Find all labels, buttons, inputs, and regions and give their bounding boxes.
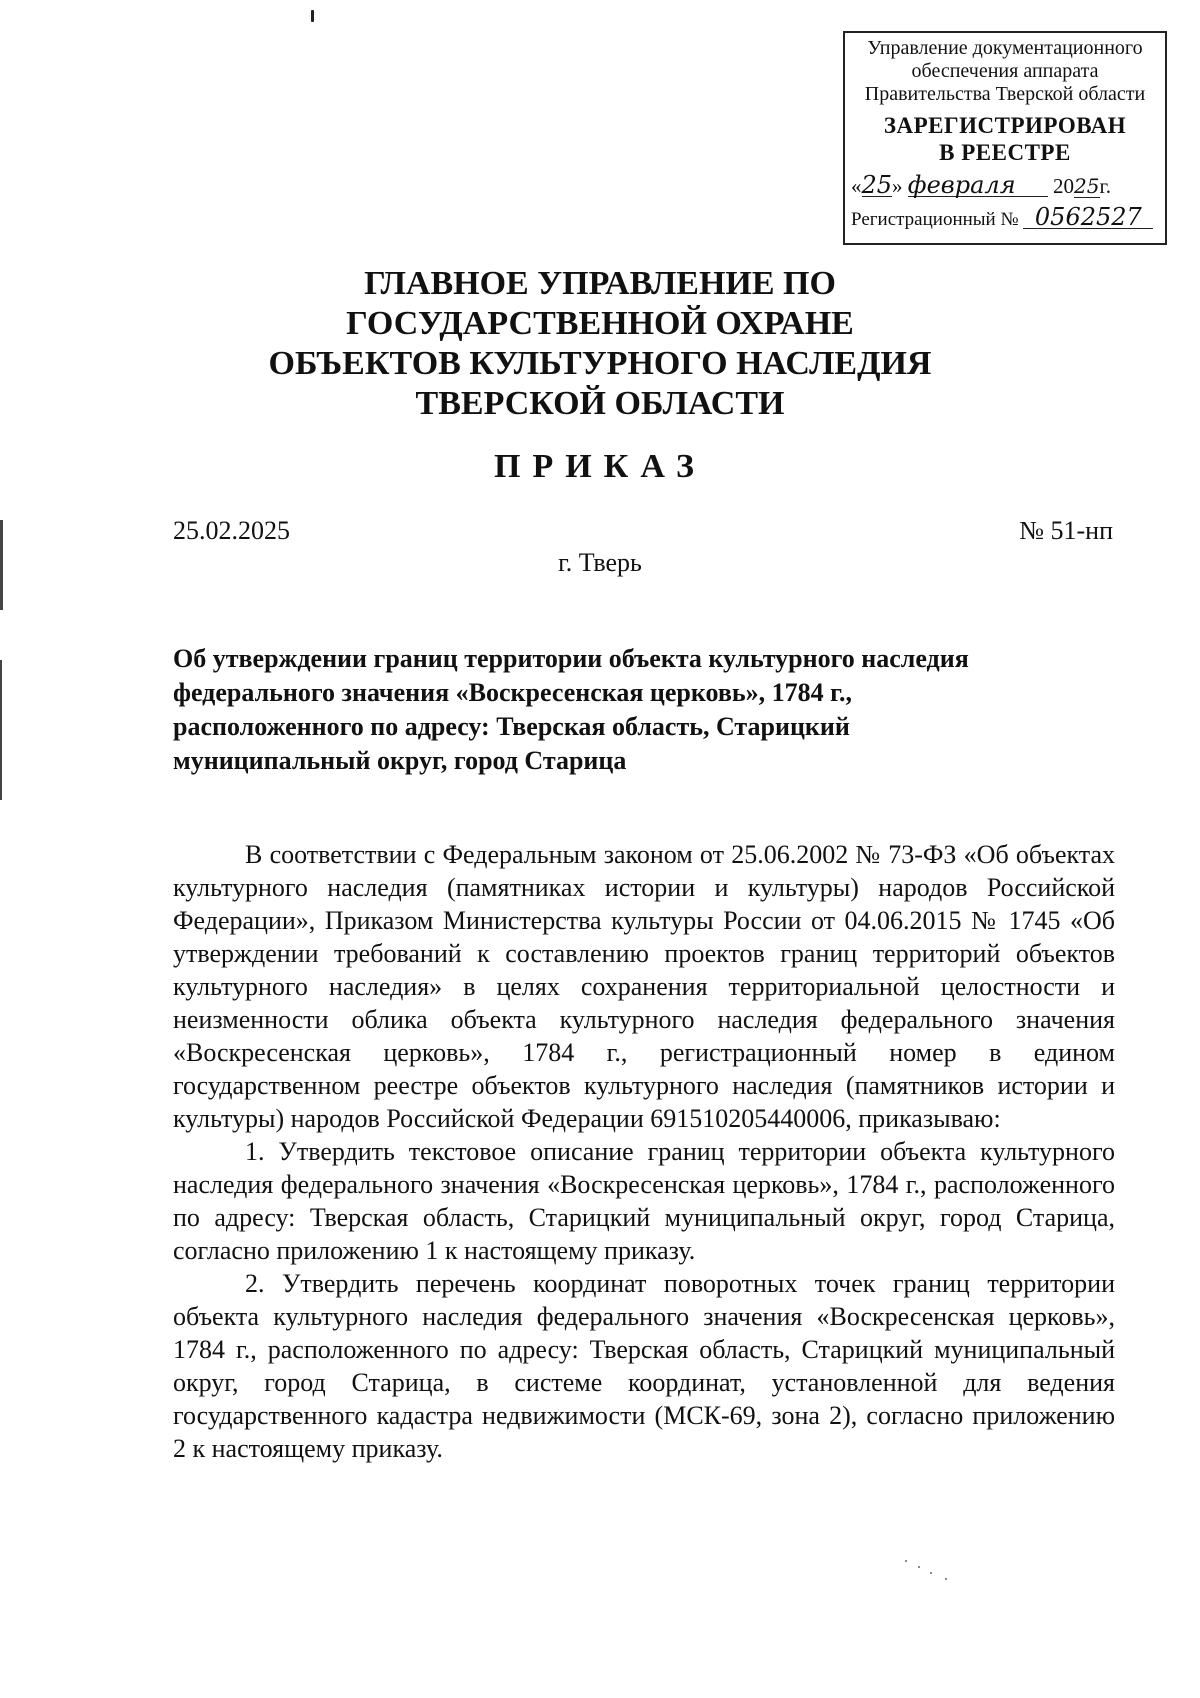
stamp-date-month: февраля: [908, 174, 1048, 197]
stamp-reg-label: Регистрационный №: [851, 209, 1019, 230]
organization-header: [200, 264, 1000, 424]
order-date: 25.02.2025: [173, 516, 290, 545]
stamp-reg-number: 0562527: [1023, 206, 1153, 229]
stamp-date-day: 25: [861, 171, 893, 199]
stamp-org-line: Правительства Тверской области: [864, 83, 1146, 105]
scan-speck: [905, 1560, 907, 1562]
organization-header-line: ОБЪЕКТОВ КУЛЬТУРНОГО НАСЛЕДИЯ: [268, 345, 932, 382]
stamp-date-year-suffix: 25: [1074, 174, 1100, 198]
order-subject-line: Об утверждении границ территории объекта культурного наследия: [173, 644, 969, 673]
order-subject-line: федерального значения «Воскресенская церковь», 1784 г.,: [173, 678, 853, 707]
stamp-date-year-unit: г.: [1099, 174, 1111, 198]
organization-header-line: ГОСУДАРСТВЕННОЙ ОХРАНЕ: [346, 305, 854, 342]
scan-speck: [945, 1578, 947, 1580]
order-number: № 51-нп: [1019, 516, 1113, 545]
body-preamble: В соответствии с Федеральным законом от 25.06.2002 № 73-ФЗ «Об объектах культурного наследия (памятниках истории и культуры) народов Российской Федерации», Приказом Министерства культуры России от 04.06.2015 № 1745 «Об утверждении требований к составлению проектов границ территорий объектов культурного наследия» в целях сохранения территориальной целостности и неизменности облика объекта культурного наследия федерального значения «Воскресенская церковь», 1784 г., регистрационный номер в едином государственном реестре объектов культурного наследия (памятников истории и культуры) народов Российской Федерации 691510205440006, приказываю:: [173, 840, 1115, 1133]
body-item: 2. Утвердить перечень координат поворотных точек границ территории объекта культурного наследия федерального значения «Воскресенская церковь», 1784 г., расположенного по адресу: Тверская область, Старицкий муниципальный округ, город Старица, в системе координат, установленной для ведения государственного кадастра недвижимости (МСК-69, зона 2), согласно приложению 2 к настоящему приказу.: [173, 1269, 1115, 1463]
registration-stamp: [843, 31, 1167, 245]
stamp-date-quote: «: [851, 174, 862, 198]
stamp-registered-line: В РЕЕСТРЕ: [939, 140, 1071, 165]
scan-speck: [930, 1572, 932, 1574]
order-subject-line: расположенного по адресу: Тверская область, Старицкий: [173, 712, 850, 741]
body-item: 1. Утвердить текстовое описание границ территории объекта культурного наследия федерального значения «Воскресенская церковь», 1784 г., расположенного по адресу: Тверская область, Старицкий муниципальный округ, город Старица, согласно приложению 1 к настоящему приказу.: [173, 1137, 1115, 1265]
scan-speck: [918, 1566, 920, 1568]
order-subject-line: муниципальный округ, город Старица: [173, 746, 627, 775]
order-body: [173, 838, 1115, 1465]
stamp-date-quote: »: [892, 174, 903, 198]
scan-edge-mark: [0, 520, 3, 610]
stamp-registered-line: ЗАРЕГИСТРИРОВАН: [883, 113, 1127, 138]
organization-header-line: ТВЕРСКОЙ ОБЛАСТИ: [415, 385, 785, 422]
order-title: ПРИКАЗ: [494, 448, 706, 485]
scan-edge-mark: [0, 660, 2, 800]
stamp-org-line: Управление документационного: [867, 37, 1143, 59]
organization-header-line: ГЛАВНОЕ УПРАВЛЕНИЕ ПО: [364, 265, 836, 302]
stamp-date: [851, 171, 1159, 199]
order-subject: [173, 642, 1073, 778]
stamp-reg-number-row: [851, 203, 1159, 231]
scan-speck: [311, 10, 314, 22]
stamp-date-year-prefix: 20: [1053, 174, 1075, 198]
stamp-org-line: обеспечения аппарата: [911, 60, 1099, 82]
order-city: г. Тверь: [558, 548, 642, 577]
